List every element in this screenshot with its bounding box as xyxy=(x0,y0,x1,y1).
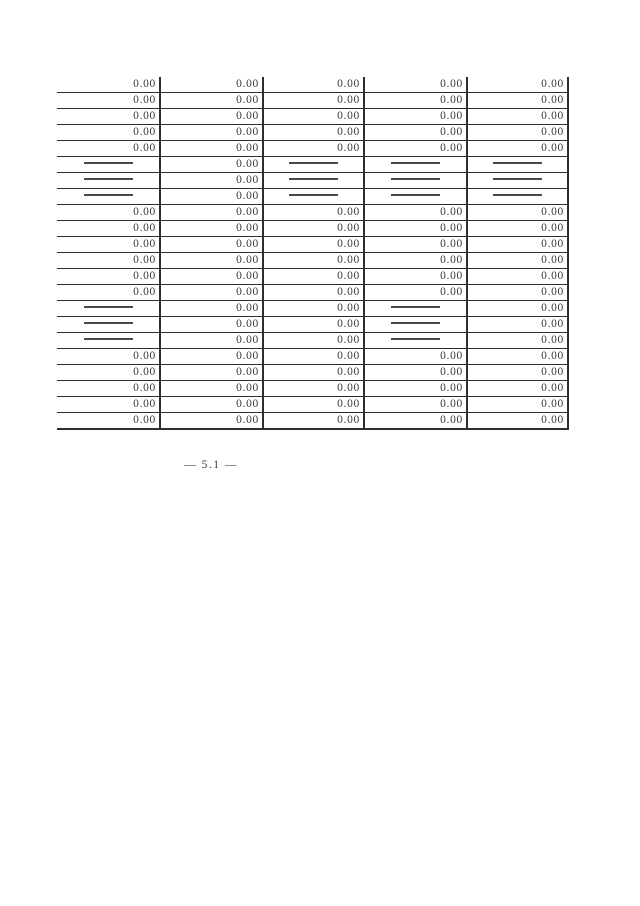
table-cell-value: 0.00 xyxy=(263,333,364,349)
table-cell-dash xyxy=(364,173,467,189)
table-cell-value: 0.00 xyxy=(263,93,364,109)
table-row xyxy=(57,205,568,221)
table-row xyxy=(57,397,568,413)
dash-mark xyxy=(391,178,440,180)
table-cell-value: 0.00 xyxy=(160,253,263,269)
table-cell-value: 0.00 xyxy=(467,237,568,253)
financial-continuation-table xyxy=(57,77,569,430)
dash-mark xyxy=(391,194,440,196)
table-cell-dash xyxy=(364,189,467,205)
table-cell-value: 0.00 xyxy=(57,141,160,157)
table-cell-value: 0.00 xyxy=(263,141,364,157)
table-cell-value: 0.00 xyxy=(57,93,160,109)
table-cell-dash xyxy=(467,173,568,189)
table-cell-value: 0.00 xyxy=(364,205,467,221)
table-cell-value: 0.00 xyxy=(160,349,263,365)
table-cell-dash xyxy=(57,189,160,205)
table-row xyxy=(57,109,568,125)
table-cell-value: 0.00 xyxy=(364,109,467,125)
table-cell-value: 0.00 xyxy=(57,253,160,269)
table-cell-value: 0.00 xyxy=(364,269,467,285)
table-cell-value: 0.00 xyxy=(160,205,263,221)
table-row xyxy=(57,333,568,349)
table-cell-value: 0.00 xyxy=(364,397,467,413)
table-cell-value: 0.00 xyxy=(263,365,364,381)
table-cell-value: 0.00 xyxy=(160,157,263,173)
table-cell-value: 0.00 xyxy=(160,221,263,237)
table-cell-value: 0.00 xyxy=(160,381,263,397)
table-cell-dash xyxy=(263,157,364,173)
table-row xyxy=(57,381,568,397)
table-cell-dash xyxy=(364,317,467,333)
table-cell-value: 0.00 xyxy=(57,349,160,365)
dash-mark xyxy=(84,178,133,180)
table-cell-value: 0.00 xyxy=(160,413,263,430)
table-row xyxy=(57,93,568,109)
table-cell-value: 0.00 xyxy=(467,397,568,413)
table-cell-value: 0.00 xyxy=(160,285,263,301)
table-cell-value: 0.00 xyxy=(263,237,364,253)
table-cell-value: 0.00 xyxy=(57,285,160,301)
table-cell-dash xyxy=(57,317,160,333)
table-cell-value: 0.00 xyxy=(263,301,364,317)
table-cell-value: 0.00 xyxy=(160,93,263,109)
table-cell-value: 0.00 xyxy=(160,237,263,253)
table-cell-value: 0.00 xyxy=(57,125,160,141)
table-row xyxy=(57,173,568,189)
table-cell-value: 0.00 xyxy=(263,285,364,301)
table-body xyxy=(57,77,568,429)
dash-mark xyxy=(493,178,542,180)
table-cell-value: 0.00 xyxy=(160,269,263,285)
dash-mark xyxy=(493,194,542,196)
dash-mark xyxy=(84,306,133,308)
table-cell-value: 0.00 xyxy=(160,317,263,333)
dash-mark xyxy=(84,338,133,340)
table-row xyxy=(57,269,568,285)
table-cell-dash xyxy=(263,173,364,189)
table-cell-value: 0.00 xyxy=(160,125,263,141)
table-cell-value: 0.00 xyxy=(160,141,263,157)
dash-mark xyxy=(493,162,542,164)
table-row xyxy=(57,157,568,173)
table-row xyxy=(57,253,568,269)
table-cell-dash xyxy=(57,301,160,317)
table-cell-value: 0.00 xyxy=(160,333,263,349)
table-cell-value: 0.00 xyxy=(467,109,568,125)
table-cell-value: 0.00 xyxy=(160,77,263,93)
table-cell-value: 0.00 xyxy=(467,413,568,430)
table-row xyxy=(57,125,568,141)
table-cell-value: 0.00 xyxy=(57,77,160,93)
table-cell-value: 0.00 xyxy=(160,365,263,381)
table-cell-value: 0.00 xyxy=(364,141,467,157)
table-cell-value: 0.00 xyxy=(57,109,160,125)
table-cell-value: 0.00 xyxy=(467,349,568,365)
table-cell-value: 0.00 xyxy=(160,301,263,317)
table-cell-dash xyxy=(263,189,364,205)
table-cell-value: 0.00 xyxy=(263,269,364,285)
table-cell-value: 0.00 xyxy=(57,221,160,237)
table-cell-value: 0.00 xyxy=(467,93,568,109)
table-cell-dash xyxy=(364,333,467,349)
table-cell-value: 0.00 xyxy=(57,381,160,397)
table-cell-value: 0.00 xyxy=(263,397,364,413)
table-cell-value: 0.00 xyxy=(160,173,263,189)
table-cell-value: 0.00 xyxy=(57,413,160,430)
table-cell-value: 0.00 xyxy=(467,221,568,237)
table-cell-value: 0.00 xyxy=(263,317,364,333)
table-cell-value: 0.00 xyxy=(467,205,568,221)
table-cell-value: 0.00 xyxy=(57,397,160,413)
dash-mark xyxy=(289,162,338,164)
dash-mark xyxy=(391,338,440,340)
table-row xyxy=(57,301,568,317)
table-row xyxy=(57,189,568,205)
table-cell-dash xyxy=(364,301,467,317)
table-cell-dash xyxy=(467,157,568,173)
table-cell-dash xyxy=(467,189,568,205)
table-cell-value: 0.00 xyxy=(467,365,568,381)
table-cell-value: 0.00 xyxy=(467,285,568,301)
table-cell-value: 0.00 xyxy=(263,221,364,237)
table-row xyxy=(57,413,568,430)
table-cell-dash xyxy=(57,173,160,189)
table-cell-value: 0.00 xyxy=(467,269,568,285)
table-cell-value: 0.00 xyxy=(263,413,364,430)
table-row xyxy=(57,365,568,381)
table-cell-value: 0.00 xyxy=(160,109,263,125)
table-cell-value: 0.00 xyxy=(467,141,568,157)
table-cell-value: 0.00 xyxy=(467,77,568,93)
page-number: — 5.1 — xyxy=(184,459,238,471)
table-cell-value: 0.00 xyxy=(364,93,467,109)
table-cell-value: 0.00 xyxy=(467,301,568,317)
table-cell-value: 0.00 xyxy=(467,317,568,333)
table-cell-value: 0.00 xyxy=(364,221,467,237)
table-cell-value: 0.00 xyxy=(364,349,467,365)
table-cell-value: 0.00 xyxy=(364,365,467,381)
table-cell-value: 0.00 xyxy=(263,109,364,125)
table-cell-value: 0.00 xyxy=(364,125,467,141)
dash-mark xyxy=(391,322,440,324)
dash-mark xyxy=(391,306,440,308)
table-cell-value: 0.00 xyxy=(57,205,160,221)
table-cell-value: 0.00 xyxy=(57,365,160,381)
table-cell-value: 0.00 xyxy=(160,189,263,205)
table-row xyxy=(57,349,568,365)
dash-mark xyxy=(84,194,133,196)
table-row xyxy=(57,77,568,93)
table-row xyxy=(57,285,568,301)
table-cell-value: 0.00 xyxy=(364,253,467,269)
table-cell-value: 0.00 xyxy=(263,205,364,221)
table-cell-value: 0.00 xyxy=(364,237,467,253)
table-cell-value: 0.00 xyxy=(263,349,364,365)
table-cell-dash xyxy=(57,333,160,349)
table-cell-value: 0.00 xyxy=(467,125,568,141)
table-cell-value: 0.00 xyxy=(263,77,364,93)
table-cell-value: 0.00 xyxy=(57,269,160,285)
dash-mark xyxy=(289,178,338,180)
table-cell-dash xyxy=(57,157,160,173)
table-cell-value: 0.00 xyxy=(364,413,467,430)
dash-mark xyxy=(84,162,133,164)
table-cell-value: 0.00 xyxy=(364,285,467,301)
table-cell-value: 0.00 xyxy=(467,333,568,349)
table-cell-value: 0.00 xyxy=(160,397,263,413)
table-cell-value: 0.00 xyxy=(364,381,467,397)
dash-mark xyxy=(391,162,440,164)
table-row xyxy=(57,141,568,157)
table-cell-value: 0.00 xyxy=(263,381,364,397)
table-cell-value: 0.00 xyxy=(364,77,467,93)
table-row xyxy=(57,317,568,333)
dash-mark xyxy=(289,194,338,196)
table-cell-value: 0.00 xyxy=(57,237,160,253)
table-cell-dash xyxy=(364,157,467,173)
table-cell-value: 0.00 xyxy=(263,125,364,141)
table-cell-value: 0.00 xyxy=(263,253,364,269)
table-row xyxy=(57,221,568,237)
table-cell-value: 0.00 xyxy=(467,381,568,397)
dash-mark xyxy=(84,322,133,324)
table-cell-value: 0.00 xyxy=(467,253,568,269)
table-row xyxy=(57,237,568,253)
